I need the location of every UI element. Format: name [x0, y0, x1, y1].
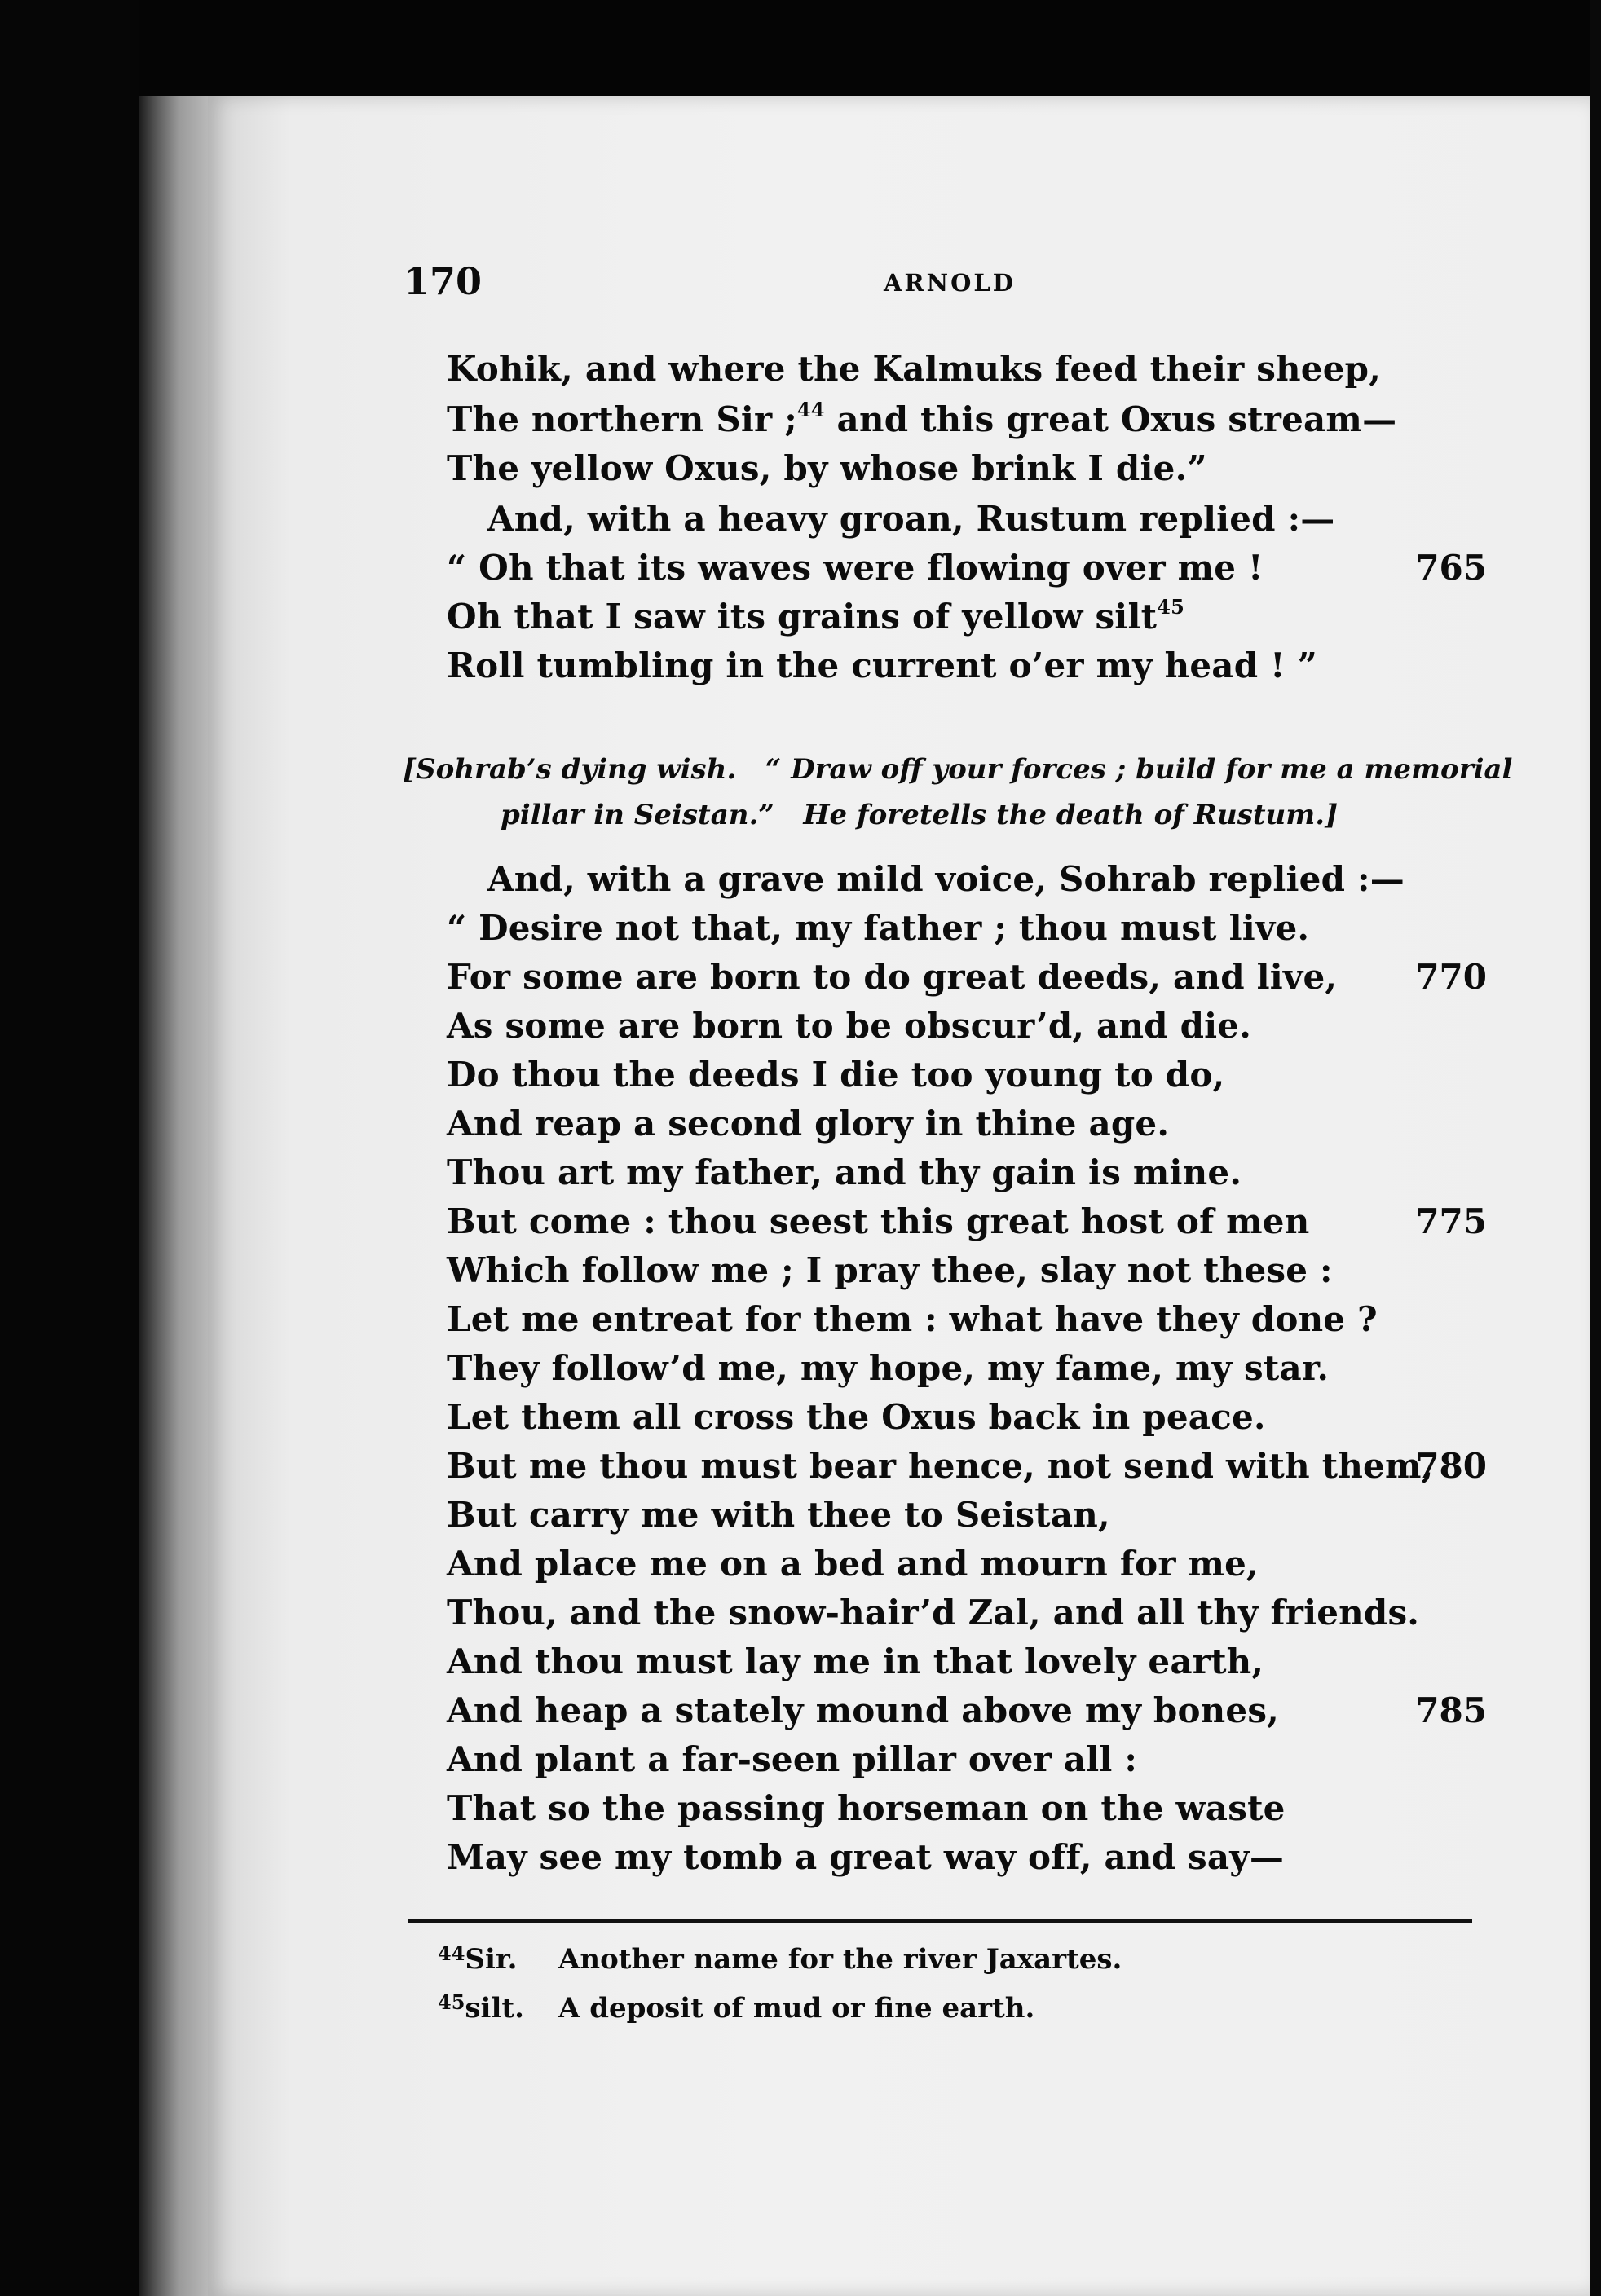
- footnote-rule: [408, 1919, 1472, 1923]
- poem-line: “ Desire not that, my father ; thou must live.: [447, 908, 1310, 948]
- poem-line: Thou, and the snow-hair’d Zal, and all thy friends.: [447, 1593, 1420, 1633]
- footnote-ref: 44: [796, 398, 825, 421]
- footnote-mark: 44: [438, 1941, 465, 1965]
- poem-line: But come : thou seest this great host of men: [447, 1201, 1310, 1241]
- poem-line: But carry me with thee to Seistan,: [447, 1495, 1110, 1535]
- page-number: 170: [404, 259, 483, 303]
- poem-line: Roll tumbling in the current o’er my head ! ”: [447, 646, 1317, 685]
- poem-line: But me thou must bear hence, not send with them,: [447, 1446, 1434, 1486]
- footnote-ref: 45: [1157, 595, 1185, 619]
- footnote-mark: 45: [438, 1990, 465, 2014]
- poem-line: That so the passing horseman on the waste: [447, 1788, 1286, 1828]
- summary-line-2: pillar in Seistan.” He foretells the death of Rustum.]: [501, 799, 1339, 831]
- footnote-definition: Another name for the river Jaxartes.: [558, 1943, 1122, 1976]
- line-number: 780: [1415, 1446, 1487, 1486]
- poem-line: And, with a grave mild voice, Sohrab replied :—: [487, 859, 1405, 899]
- poem-line: And plant a far-seen pillar over all :: [447, 1739, 1138, 1779]
- line-number: 770: [1415, 957, 1487, 997]
- poem-line: Kohik, and where the Kalmuks feed their sheep,: [447, 349, 1382, 389]
- poem-line: And reap a second glory in thine age.: [447, 1104, 1170, 1144]
- footnote-term: silt.: [465, 1992, 524, 2025]
- scan-background-left: [0, 0, 139, 2296]
- poem-line: And thou must lay me in that lovely earth,: [447, 1642, 1264, 1681]
- poem-line: “ Oh that its waves were flowing over me !: [447, 548, 1264, 588]
- line-number: 785: [1415, 1690, 1487, 1730]
- footnote-definition: A deposit of mud or fine earth.: [558, 1992, 1035, 2025]
- scan-background-right: [1590, 0, 1601, 2296]
- poem-line: And, with a heavy groan, Rustum replied :—: [487, 499, 1335, 539]
- poem-line: Thou art my father, and thy gain is mine.: [447, 1152, 1242, 1192]
- poem-line: Let me entreat for them : what have they done ?: [447, 1299, 1378, 1339]
- poem-line: May see my tomb a great way off, and say—: [447, 1837, 1285, 1877]
- poem-line: Oh that I saw its grains of yellow silt$^{45}$: [447, 595, 1185, 637]
- page-edge-shadow: [139, 96, 212, 2296]
- footnote: [438, 1943, 1122, 1976]
- poem-line: Do thou the deeds I die too young to do,: [447, 1055, 1225, 1095]
- summary-line-1: [Sohrab’s dying wish. “ Draw off your forces ; build for me a memorial: [403, 753, 1513, 786]
- scan-background-top: [0, 0, 1601, 98]
- footnote: [438, 1992, 1034, 2025]
- poem-line: For some are born to do great deeds, and live,: [447, 957, 1338, 997]
- poem-line: Which follow me ; I pray thee, slay not these :: [447, 1250, 1333, 1290]
- poem-line: As some are born to be obscur’d, and die.: [447, 1006, 1252, 1046]
- poem-line: Let them all cross the Oxus back in peace.: [447, 1397, 1266, 1437]
- line-number: 765: [1415, 548, 1487, 588]
- poem-line: And place me on a bed and mourn for me,: [447, 1544, 1259, 1584]
- line-number: 775: [1415, 1201, 1487, 1241]
- footnote-term: Sir.: [465, 1943, 518, 1976]
- poem-line: They follow’d me, my hope, my fame, my star.: [447, 1348, 1330, 1388]
- poem-line: The yellow Oxus, by whose brink I die.”: [447, 448, 1207, 488]
- poem-line: The northern Sir ;$^{44}$ and this great Oxus stream—: [447, 398, 1397, 439]
- poem-line: And heap a stately mound above my bones,: [447, 1690, 1280, 1730]
- running-head: ARNOLD: [884, 269, 1016, 297]
